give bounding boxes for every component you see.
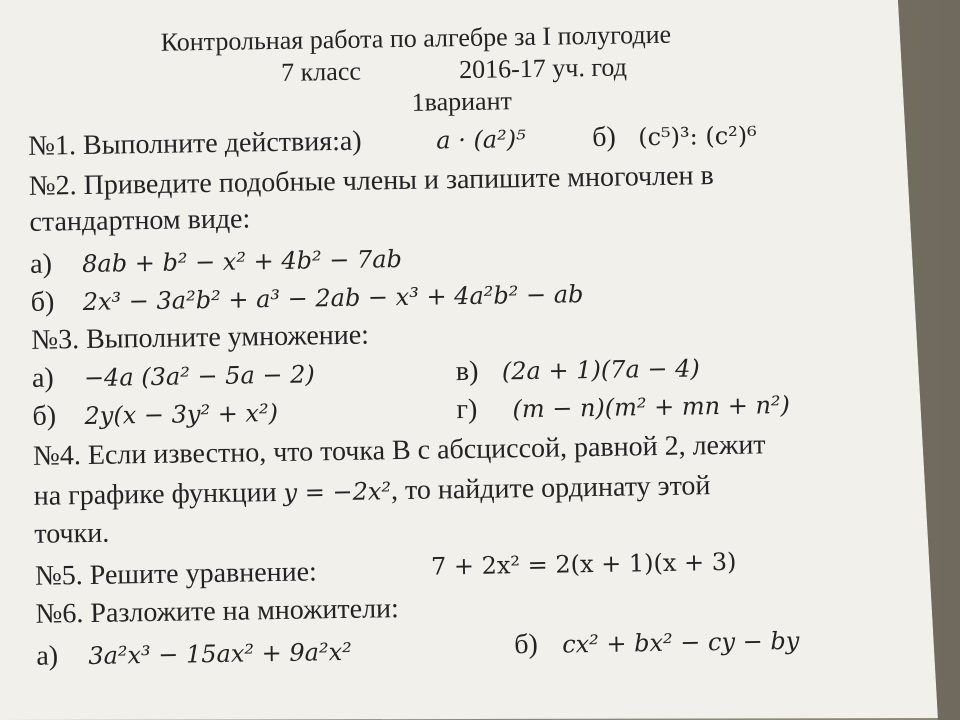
task6-label: №6. Разложите на множители: <box>35 593 400 630</box>
grade-label: 7 класс <box>280 56 362 87</box>
task4-line2-text: на графике функции <box>33 477 277 512</box>
variant-label: 1вариант <box>411 86 513 117</box>
task2-b-label: б) <box>30 286 55 318</box>
task3-label: №3. Выполните умножение: <box>31 319 370 356</box>
task2-a-label: а) <box>29 248 53 280</box>
task1-label: №1. Выполните действия:а) <box>28 125 362 162</box>
task3-b-label: б) <box>32 400 57 432</box>
task6-a-label: а) <box>36 640 59 672</box>
task3-b-expression: 2y(x − 3y² + x²) <box>84 398 279 431</box>
task2-label-line1: №2. Приведите подобные члены и запишите многочлен в <box>28 160 714 202</box>
task1-b-label: б) <box>591 121 617 153</box>
task5-equation: 7 + 2x² = 2(x + 1)(x + 3) <box>430 547 737 581</box>
task4-line1: №4. Если известно, что точка В с абсциссой, равной 2, лежит <box>32 429 766 472</box>
task2-label-line2: стандартном виде: <box>29 203 251 238</box>
document-title: Контрольная работа по алгебре за I полугодие <box>160 19 672 57</box>
task3-a-expression: −4a (3a² − 5a − 2) <box>83 360 315 393</box>
task4-function-expression: y = −2x² <box>283 477 392 507</box>
task6-b-expression: cx² + bx² − cy − by <box>561 626 800 659</box>
test-document <box>18 0 929 720</box>
task2-a-expression: 8ab + b² − x² + 4b² − 7ab <box>81 245 403 279</box>
task6-b-label: б) <box>513 628 539 661</box>
task5-label: №5. Решите уравнение: <box>34 556 318 592</box>
task1-b-expression: (c⁵)³: (c²)⁶ <box>638 121 757 152</box>
task3-v-expression: (2a + 1)(7a − 4) <box>501 354 700 386</box>
task2-b-expression: 2x³ − 3a²b² + a³ − 2ab − x³ + 4a²b² − ab <box>82 280 584 317</box>
school-year: 2016-17 уч. год <box>458 52 628 85</box>
task3-a-label: а) <box>31 362 54 394</box>
task4-line3: точки. <box>34 517 110 550</box>
task6-a-expression: 3a²x³ − 15ax² + 9a²x² <box>88 637 352 670</box>
task3-v-label: в) <box>455 355 479 388</box>
task3-g-expression: (m − n)(m² + mn + n²) <box>512 390 791 424</box>
task3-g-label: г) <box>456 393 478 426</box>
task1-a-expression: a · (a²)⁵ <box>436 125 526 155</box>
task4-line2-tail: , то найдите ординату этой <box>390 470 711 507</box>
task4-line2 <box>34 469 711 514</box>
